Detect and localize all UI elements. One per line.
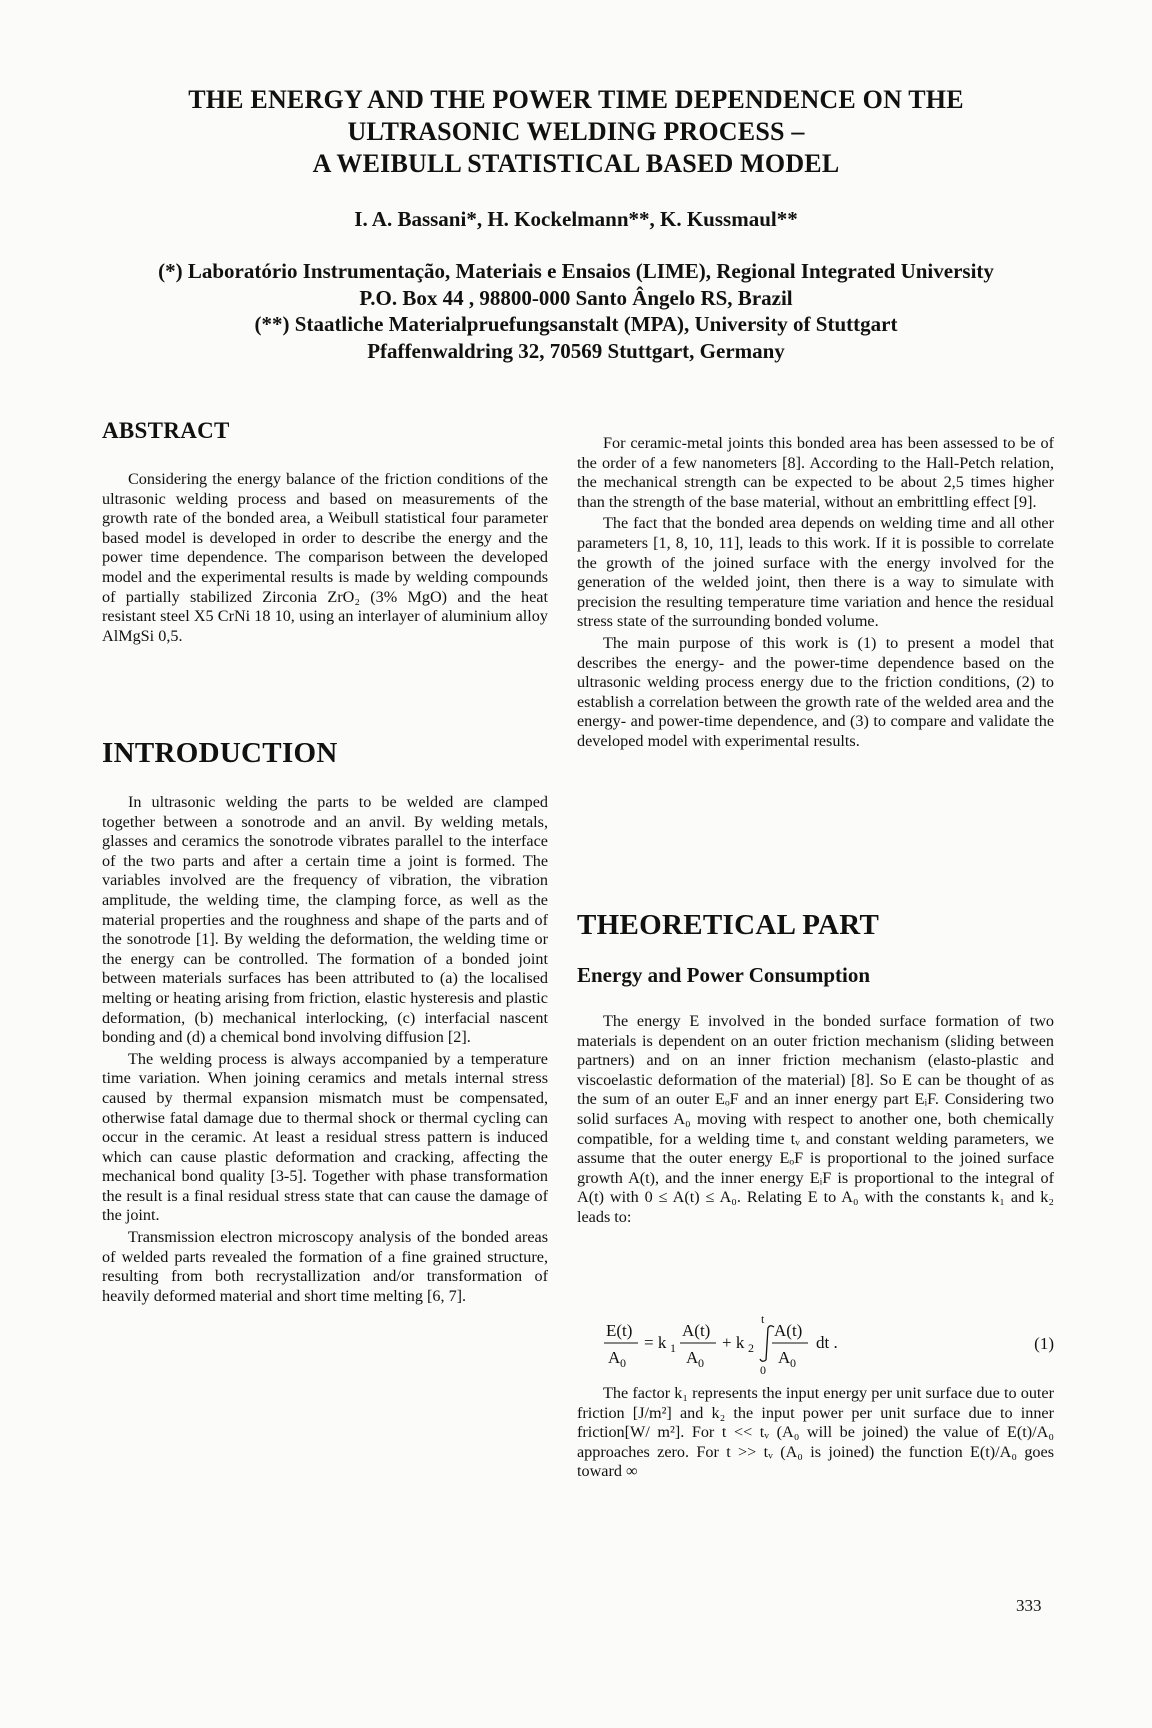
introduction-heading: INTRODUCTION: [102, 737, 338, 769]
page-number: 333: [1016, 1596, 1042, 1615]
svg-text:A: A: [608, 1348, 621, 1367]
intro-paragraph-1: In ultrasonic welding the parts to be welded are clamped together between a sonotrode and an anvil. By welding metals, glasses and ceramics the sonotrode vibrates parallel to the interface of the two parts and after a certain time a joint is formed. The variables involved are the frequency of vibration, the vibration amplitude, the welding time, the clamping force, as well as the material properties and the roughness and shape of the parts and of the sonotrode [1]. By welding the deformation, the welding time or the energy can be controlled. The formation of a bonded joint between materials surfaces has been attributed to (a) the localised melting or heating arising from friction, elastic hysteresis and plastic deformation, (b) mechanical interlocking, (c) interfacial nascent bonding and (d) a chemical bond involving diffusion [2].: [102, 793, 548, 1047]
svg-text:A(t): A(t): [774, 1321, 803, 1340]
intro-paragraph-3: Transmission electron microscopy analysis of the bonded areas of welded parts revealed the formation of a fine grained structure, resulting from both recrystallization and/or transformation of heavily deformed material and short time melting [6, 7].: [102, 1228, 548, 1305]
title-line-2: ULTRASONIC WELDING PROCESS –: [347, 117, 805, 146]
svg-text:0: 0: [620, 1356, 626, 1370]
equation-explanation: [577, 1384, 1054, 1482]
svg-text:E(t): E(t): [606, 1321, 633, 1340]
title-line-3: A WEIBULL STATISTICAL BASED MODEL: [312, 149, 840, 178]
svg-text:= k: = k: [644, 1333, 667, 1352]
energy-paragraph-1: The energy E involved in the bonded surface formation of two materials is dependent on an outer friction mechanism (sliding between partners) and on an inner friction mechanism (elasto-plastic and viscoelastic deformation of the material) [8]. So E can be thought of as the sum of an outer EₒF and an inner energy part EᵢF. Considering two solid surfaces A₀ moving with respect to another one, both chemically compatible, for a welding time tᵥ and constant welding parameters, we assume that the outer energy EₒF is proportional to the joined surface growth A(t), and the inner energy EᵢF is proportional to the integral of A(t) with 0 ≤ A(t) ≤ A₀. Relating E to A₀ with the constants k₁ and k₂ leads to:: [577, 1012, 1054, 1226]
abstract-text: Considering the energy balance of the friction conditions of the ultrasonic welding process and based on measurements of the growth rate of the bonded area, a Weibull statistical four parameter based model is developed in order to describe the energy and the power time dependence. The comparison between the developed model and the experimental results is made by welding compounds of partially stabilized Zirconia ZrO₂ (3% MgO) and the heat resistant steel X5 CrNi 18 10, using an interlayer of aluminium alloy AlMgSi 0,5.: [102, 470, 548, 645]
svg-text:1: 1: [670, 1341, 676, 1355]
affiliation-line-1: (*) Laboratório Instrumentação, Materiais e Ensaios (LIME), Regional Integrated University: [158, 259, 994, 283]
equation-graphic: [604, 1314, 864, 1374]
svg-text:A: A: [686, 1348, 699, 1367]
svg-text:2: 2: [748, 1341, 754, 1355]
svg-text:A: A: [778, 1348, 791, 1367]
right-paragraph-1: For ceramic-metal joints this bonded area has been assessed to be of the order of a few nanometers [8]. According to the Hall-Petch relation, the mechanical strength can be expected to be about 2,5 times higher than the strength of the base material, without an embrittling effect [9].: [577, 434, 1054, 511]
svg-text:0: 0: [760, 1363, 766, 1374]
svg-text:+ k: + k: [722, 1333, 745, 1352]
affiliation-line-4: Pfaffenwaldring 32, 70569 Stuttgart, Germany: [367, 339, 785, 364]
abstract-heading: ABSTRACT: [102, 418, 230, 443]
equation-1: [604, 1314, 1054, 1374]
abstract-body: [102, 470, 548, 646]
energy-paragraph-2: The factor k₁ represents the input energy per unit surface due to outer friction [J/m²] and k₂ the input power per unit surface due to inner friction[W/ m²]. For t << tᵥ (A₀ will be joined) the value of E(t)/A₀ approaches zero. For t >> tᵥ (A₀ is joined) the function E(t)/A₀ goes toward ∞: [577, 1384, 1054, 1481]
theoretical-heading: THEORETICAL PART: [577, 909, 880, 941]
svg-text:0: 0: [698, 1356, 704, 1370]
intro-paragraph-2: The welding process is always accompanied by a temperature time variation. When joining ceramics and metals internal stress caused by thermal expansion mismatch must be compensated, otherwise fatal damage due to thermal shock or thermal cycling can occur in the ceramic. At least a residual stress pattern is induced which can cause plastic deformation and cracking, affecting the mechanical bond quality [3-5]. Together with phase transformation the result is a final residual stress state that can cause the damage of the joint.: [102, 1049, 548, 1225]
authors: I. A. Bassani*, H. Kockelmann**, K. Kussmaul**: [354, 207, 798, 231]
right-paragraph-3: The main purpose of this work is (1) to present a model that describes the energy- and the power-time dependence based on the ultrasonic welding process energy due to the friction conditions, (2) to establish a correlation between the growth rate of the welded area and the energy- and power-time dependence, and (3) to compare and validate the developed model with experimental results.: [577, 633, 1054, 750]
svg-text:t: t: [761, 1314, 765, 1326]
affiliation-line-2: P.O. Box 44 , 98800-000 Santo Ângelo RS, Brazil: [359, 285, 793, 310]
svg-text:0: 0: [790, 1356, 796, 1370]
right-paragraph-2: The fact that the bonded area depends on welding time and all other parameters [1, 8, 10, 11], leads to this work. If it is possible to correlate the growth of the joined surface with the energy involved for the generation of the welded joint, then there is a way to simulate with precision the resulting temperature time variation and hence the residual stress state of the surrounding bonded volume.: [577, 514, 1054, 631]
title-line-1: THE ENERGY AND THE POWER TIME DEPENDENCE ON THE: [188, 85, 964, 114]
svg-text:A(t): A(t): [682, 1321, 711, 1340]
energy-body: [577, 1012, 1054, 1228]
affiliations: [100, 258, 1052, 365]
introduction-body: [102, 793, 548, 1308]
affiliation-line-3: (**) Staatliche Materialpruefungsanstalt (MPA), University of Stuttgart: [254, 312, 898, 337]
svg-text:dt .: dt .: [816, 1333, 838, 1352]
right-column-top: [577, 434, 1054, 754]
equation-number: (1): [1034, 1334, 1054, 1353]
energy-subheading: Energy and Power Consumption: [577, 963, 871, 987]
paper-title: [100, 84, 1052, 180]
